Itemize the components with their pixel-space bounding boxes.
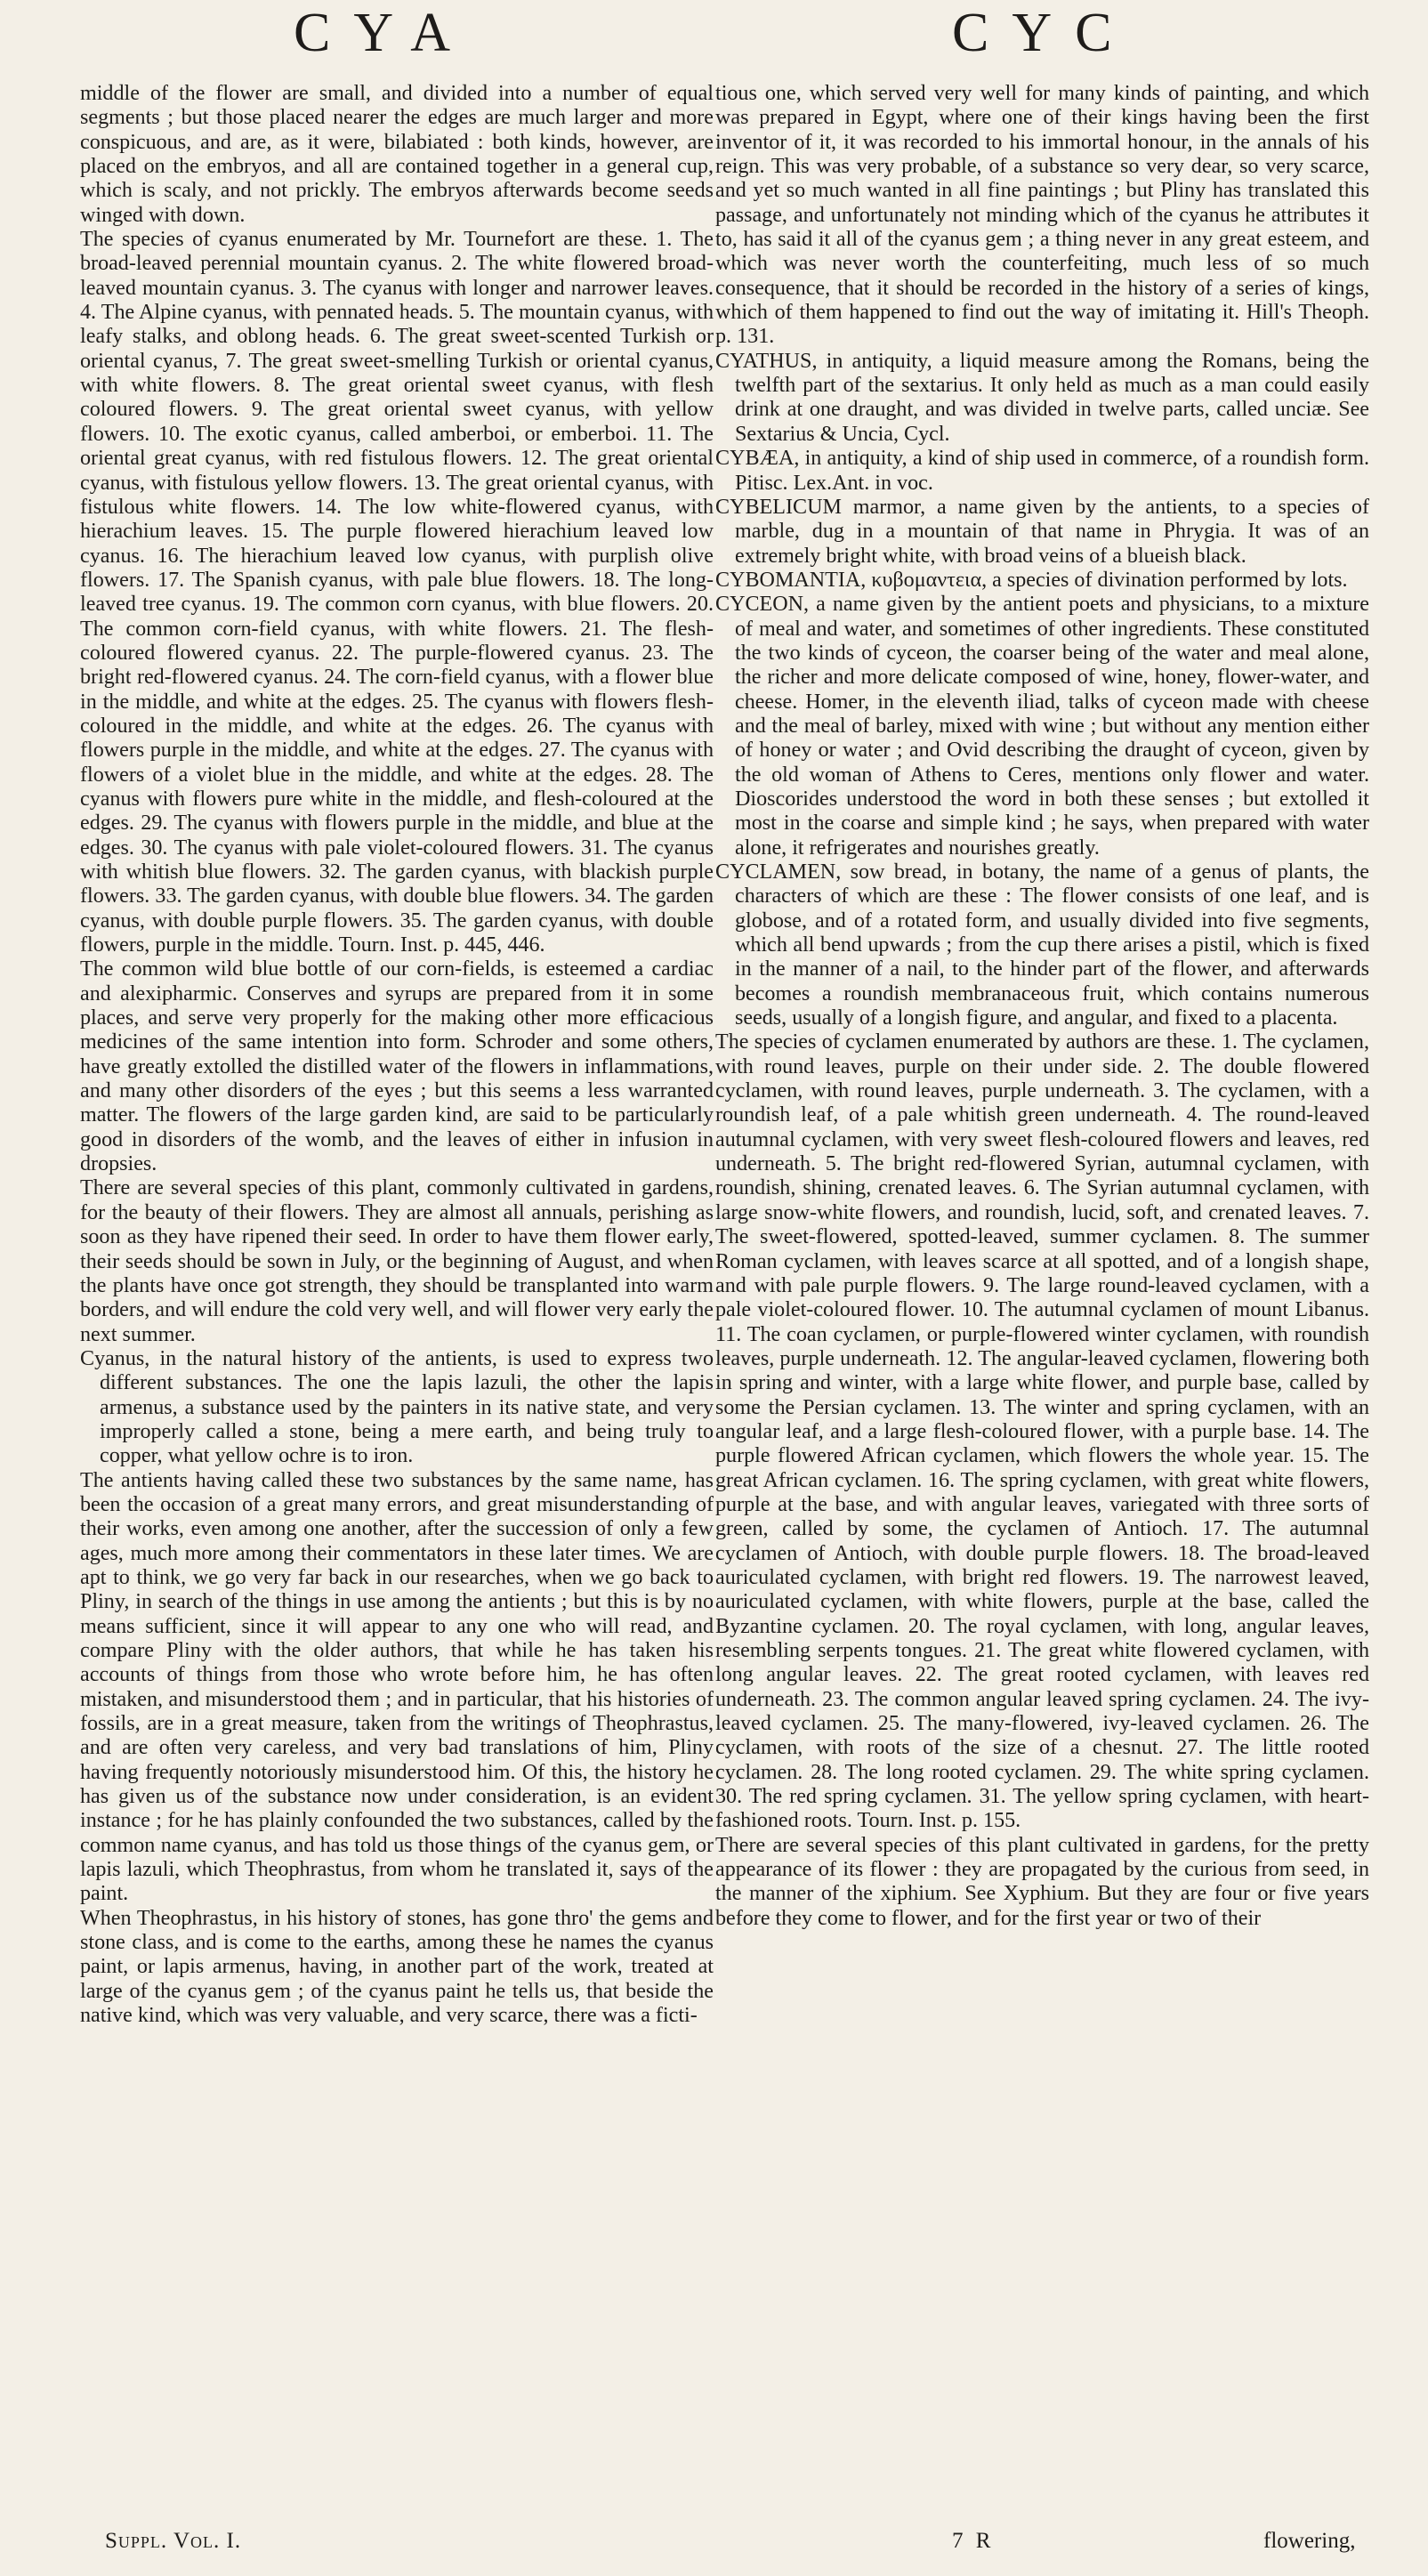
entry-cyanus: Cyanus, in the natural history of the antients, is used to express two different substances. The one the lapis lazuli, the other the lapis armenus, a substance used by the painters in its native state, and very improperly called a stone, being a mere earth, and being truly to copper, what yellow ochre is to iron.	[80, 1346, 714, 1468]
entry-cyclamen: CYCLAMEN, sow bread, in botany, the name of a genus of plants, the characters of which are these : The flower consists of one leaf, and is globose, and of a rotated form, and usually divided into five segments, which all bend upwards ; from the cup there arises a pistil, which is fixed in the manner of a nail, to the hinder part of the flower, and afterwards becomes a roundish membranaceous fruit, which contains numerous seeds, usually of a longish figure, and angular, and fixed to a placenta.	[715, 860, 1369, 1030]
entry-cybelicum: CYBELICUM marmor, a name given by the antients, to a species of marble, dug in a mountain of that name in Phrygia. It was of an extremely bright white, with broad veins of a blueish black.	[715, 495, 1369, 568]
footer-volume: Suppl. Vol. I.	[105, 2529, 242, 2553]
paragraph: There are several species of this plant cultivated in gardens, for the pretty appearance of its flower : they are propagated by the curious from seed, in the manner of the xiphium. See Xyphium. But they are four or five years before they come to flower, and for the first year or two of their	[715, 1833, 1369, 1930]
right-column	[715, 82, 1369, 1931]
paragraph: The species of cyanus enumerated by Mr. Tournefort are these. 1. The broad-leaved perennial mountain cyanus. 2. The white flowered broad-leaved mountain cyanus. 3. The cyanus with longer and narrower leaves. 4. The Alpine cyanus, with pennated heads. 5. The mountain cyanus, with leafy stalks, and oblong heads. 6. The great sweet-scented Turkish or oriental cyanus, 7. The great sweet-smelling Turkish or oriental cyanus, with white flowers. 8. The great oriental sweet cyanus, with flesh coloured flowers. 9. The great oriental sweet cyanus, with yellow flowers. 10. The exotic cyanus, called amberboi, or emberboi. 11. The oriental great cyanus, with red fistulous flowers. 12. The great oriental cyanus, with fistulous yellow flowers. 13. The great oriental cyanus, with fistulous white flowers. 14. The low white-flowered cyanus, with hierachium leaves. 15. The purple flowered hierachium leaved low cyanus. 16. The hierachium leaved low cyanus, with purplish olive flowers. 17. The Spanish cyanus, with pale blue flowers. 18. The long-leaved tree cyanus. 19. The common corn cyanus, with blue flowers. 20. The common corn-field cyanus, with white flowers. 21. The flesh-coloured flowered cyanus. 22. The purple-flowered cyanus. 23. The bright red-flowered cyanus. 24. The corn-field cyanus, with a flower blue in the middle, and white at the edges. 25. The cyanus with flowers flesh-coloured in the middle, and white at the edges. 26. The cyanus with flowers purple in the middle, and white at the edges. 27. The cyanus with flowers of a violet blue in the middle, and white at the edges. 28. The cyanus with flowers pure white in the middle, and flesh-coloured at the edges. 29. The cyanus with flowers purple in the middle, and blue at the edges. 30. The cyanus with pale violet-coloured flowers. 31. The cyanus with whitish blue flowers. 32. The garden cyanus, with blackish purple flowers. 33. The garden cyanus, with double blue flowers. 34. The garden cyanus, with double purple flowers. 35. The garden cyanus, with double flowers, purple in the middle. Tourn. Inst. p. 445, 446.	[80, 228, 714, 957]
footer-signature: 7 R	[952, 2529, 995, 2553]
left-column	[80, 82, 714, 2029]
paragraph: middle of the flower are small, and divided into a number of equal segments ; but those placed nearer the edges are much larger and more conspicuous, and are, as it were, bilabiated : both kinds, however, are placed on the embryos, and all are contained together in a general cup, which is scaly, and not prickly. The embryos afterwards become seeds winged with down.	[80, 82, 714, 227]
paragraph: The common wild blue bottle of our corn-fields, is esteemed a cardiac and alexipharmic. Conserves and syrups are prepared from it in some places, and serve very properly for the making other more efficacious medicines of the same intention into form. Schroder and some others, have greatly extolled the distilled water of the flowers in inflammations, and many other disorders of the eyes ; but this seems a less warranted matter. The flowers of the large garden kind, are said to be particularly good in disorders of the womb, and the leaves of either in infusion in dropsies.	[80, 957, 714, 1176]
paragraph: There are several species of this plant, commonly cultivated in gardens, for the beauty of their flowers. They are almost all annuals, perishing as soon as they have ripened their seed. In order to have them flower early, their seeds should be sown in July, or the beginning of August, and when the plants have once got strength, they should be transplanted into warm borders, and will endure the cold very well, and will flower very early the next summer.	[80, 1176, 714, 1346]
entry-cyceon: CYCEON, a name given by the antient poets and physicians, to a mixture of meal and water, and sometimes of other ingredients. These constituted the two kinds of cyceon, the coarser being of the water and meal alone, the richer and more delicate composed of wine, honey, flower-water, and cheese. Homer, in the eleventh iliad, talks of cyceon made with cheese and the meal of barley, mixed with wine ; but without any mention either of honey or water ; and Ovid describing the draught of cyceon, given by the old woman of Athens to Ceres, mentions only flower and water. Dioscorides understood the word in both these senses ; but extolled it most in the coarse and simple kind ; he says, when prepared with water alone, it refrigerates and nourishes greatly.	[715, 593, 1369, 860]
footer-catchword: flowering,	[1263, 2529, 1356, 2553]
entry-cybaea: CYBÆA, in antiquity, a kind of ship used in commerce, of a roundish form. Pitisc. Lex.Ant. in voc.	[715, 447, 1369, 495]
entry-cyathus: CYATHUS, in antiquity, a liquid measure among the Romans, being the twelfth part of the sextarius. It only held as much as a man could easily drink at one draught, and was divided in twelve parts, called unciæ. See Sextarius & Uncia, Cycl.	[715, 349, 1369, 446]
running-head-left: CYA	[294, 3, 474, 63]
paragraph: tious one, which served very well for many kinds of painting, and which was prepared in Egypt, where one of their kings having been the first inventor of it, it was recorded to his immortal honour, in the annals of his reign. This was very probable, of a substance so very dear, so very scarce, and yet so much wanted in all fine paintings ; but Pliny has translated this passage, and unfortunately not minding which of the cyanus he attributes it to, has said it all of the cyanus gem ; a thing never in any great esteem, and which was never worth the counterfeiting, much less of so much consequence, that it should be recorded in the history of a series of kings, which of them happened to find out the way of imitating it. Hill's Theoph. p. 131.	[715, 82, 1369, 349]
paragraph: The species of cyclamen enumerated by authors are these. 1. The cyclamen, with round leaves, purple on their under side. 2. The double flowered cyclamen, with round leaves, purple underneath. 3. The cyclamen, with a roundish leaf, of a pale whitish green underneath. 4. The round-leaved autumnal cyclamen, with very sweet flesh-coloured flowers and leaves, red underneath. 5. The bright red-flowered Syrian, autumnal cyclamen, with roundish, shining, crenated leaves. 6. The Syrian autumnal cyclamen, with large snow-white flowers, and roundish, lucid, soft, and crenated leaves. 7. The sweet-flowered, spotted-leaved, summer cyclamen. 8. The summer Roman cyclamen, with leaves scarce at all spotted, and of a longish shape, and with pale purple flowers. 9. The large round-leaved cyclamen, with a pale violet-coloured flower. 10. The autumnal cyclamen of mount Libanus. 11. The coan cyclamen, or purple-flowered winter cyclamen, with roundish leaves, purple underneath. 12. The angular-leaved cyclamen, flowering both in spring and winter, with a large white flower, and purple base, called by some the Persian cyclamen. 13. The winter and spring cyclamen, with an angular leaf, and a large flesh-coloured flower, with a purple base. 14. The purple flowered African cyclamen, which flowers the whole year. 15. The great African cyclamen. 16. The spring cyclamen, with great white flowers, purple at the base, and with angular leaves, variegated with three sorts of green, called by some, the cyclamen of Antioch. 17. The autumnal cyclamen of Antioch, with double purple flowers. 18. The broad-leaved auriculated cyclamen, with bright red flowers. 19. The narrowest leaved, auriculated cyclamen, with white flowers, purple at the base, called the Byzantine cyclamen. 20. The royal cyclamen, with long, angular leaves, resembling serpents tongues. 21. The great white flowered cyclamen, with long angular leaves. 22. The great rooted cyclamen, with leaves red underneath. 23. The common angular leaved spring cyclamen. 24. The ivy-leaved cyclamen. 25. The many-flowered, ivy-leaved cyclamen. 26. The cyclamen, with roots of the size of a chesnut. 27. The little rooted cyclamen. 28. The long rooted cyclamen. 29. The white spring cyclamen. 30. The red spring cyclamen. 31. The yellow spring cyclamen, with heart-fashioned roots. Tourn. Inst. p. 155.	[715, 1030, 1369, 1833]
paragraph: The antients having called these two substances by the same name, has been the occasion of a great many errors, and great misunderstanding of their works, even among one another, after the succession of only a few ages, much more among their commentators in these later times. We are apt to think, we go very far back in our researches, when we go back to Pliny, in search of the things in use among the antients ; but this is by no means sufficient, since it will appear to any one who will read, and compare Pliny with the older authors, that while he has taken his accounts of things from those who wrote before him, he has often mistaken, and misunderstood them ; and in particular, that his histories of fossils, are in a great measure, taken from the writings of Theophrastus, and are often very careless, and very bad translations of him, Pliny having frequently notoriously misunderstood him. Of this, the history he has given us of the substance now under consideration, is an evident instance ; for he has plainly confounded the two substances, called by the common name cyanus, and has told us those things of the cyanus gem, or lapis lazuli, which Theophrastus, from whom he translated it, says of the paint.	[80, 1468, 714, 1906]
running-head-right: CYC	[952, 3, 1135, 63]
entry-cybomantia: CYBOMANTIA, κυβομαντεια, a species of divination performed by lots.	[715, 568, 1348, 592]
paragraph: When Theophrastus, in his history of stones, has gone thro' the gems and stone class, and is come to the earths, among these he names the cyanus paint, or lapis armenus, having, in another part of the work, treated at large of the cyanus gem ; of the cyanus paint he tells us, that beside the native kind, which was very valuable, and very scarce, there was a ficti-	[80, 1906, 714, 2028]
